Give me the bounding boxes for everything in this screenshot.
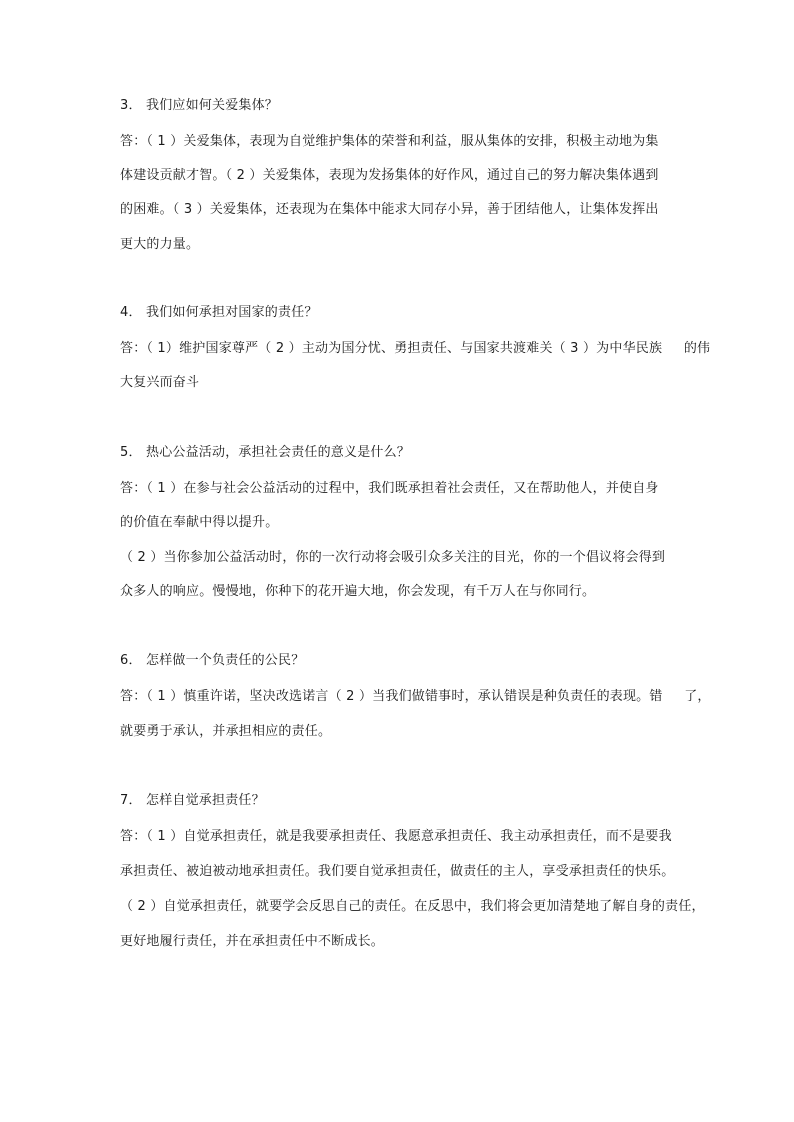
answer-4-line-2: 大复兴而奋斗	[120, 375, 200, 390]
answer-3-line-4: 更大的力量。	[120, 237, 200, 252]
question-5: 5． 热心公益活动，承担社会责任的意义是什么？	[120, 445, 411, 460]
answer-7-line-3: （ 2 ）自觉承担责任，就要学会反思自己的责任。在反思中，我们将会更加清楚地了解自身的责任，	[120, 899, 705, 914]
question-6: 6． 怎样做一个负责任的公民？	[120, 653, 305, 668]
answer-5-line-1: 答：（ 1 ）在参与社会公益活动的过程中，我们既承担着社会责任，又在帮助他人，并使自身	[120, 481, 659, 496]
answer-7-line-1: 答：（ 1 ）自觉承担责任，就是我要承担责任、我愿意承担责任、我主动承担责任，而不是要我	[120, 829, 672, 844]
question-7: 7． 怎样自觉承担责任？	[120, 793, 265, 808]
answer-7-line-2: 承担责任、被迫被动地承担责任。我们要自觉承担责任，做责任的主人，享受承担责任的快乐。	[120, 864, 675, 879]
answer-7-line-4: 更好地履行责任，并在承担责任中不断成长。	[120, 934, 385, 949]
answer-3-line-3: 的困难。（ 3 ）关爱集体，还表现为在集体中能求大同存小异，善于团结他人，让集体发挥出	[120, 202, 659, 217]
answer-5-line-4: 众多人的响应。慢慢地，你种下的花开遍大地，你会发现，有千万人在与你同行。	[120, 584, 596, 599]
answer-5-line-3: （ 2 ）当你参加公益活动时，你的一次行动将会吸引众多关注的目光，你的一个倡议将会得到	[120, 550, 666, 565]
answer-6-line-2: 就要勇于承认，并承担相应的责任。	[120, 724, 332, 739]
answer-5-line-2: 的价值在奉献中得以提升。	[120, 515, 279, 530]
question-4: 4． 我们如何承担对国家的责任？	[120, 305, 318, 320]
answer-3-line-2: 体建设贡献才智。（ 2 ）关爱集体，表现为发扬集体的好作风，通过自己的努力解决集体遇到	[120, 168, 659, 183]
answer-6-line-1: 答：（ 1 ）慎重许诺，坚决改选诺言（ 2 ）当我们做错事时，承认错误是种负责任的表现。错 了，	[120, 689, 711, 704]
answer-3-line-1: 答：（ 1 ）关爱集体，表现为自觉维护集体的荣誉和利益，服从集体的安排，积极主动地为集	[120, 134, 659, 149]
question-3: 3． 我们应如何关爱集体？	[120, 98, 279, 113]
answer-4-line-1: 答：（ 1）维护国家尊严（ 2 ）主动为国分忧、勇担责任、与国家共渡难关（ 3 ）为中华民族 的伟	[120, 341, 711, 356]
